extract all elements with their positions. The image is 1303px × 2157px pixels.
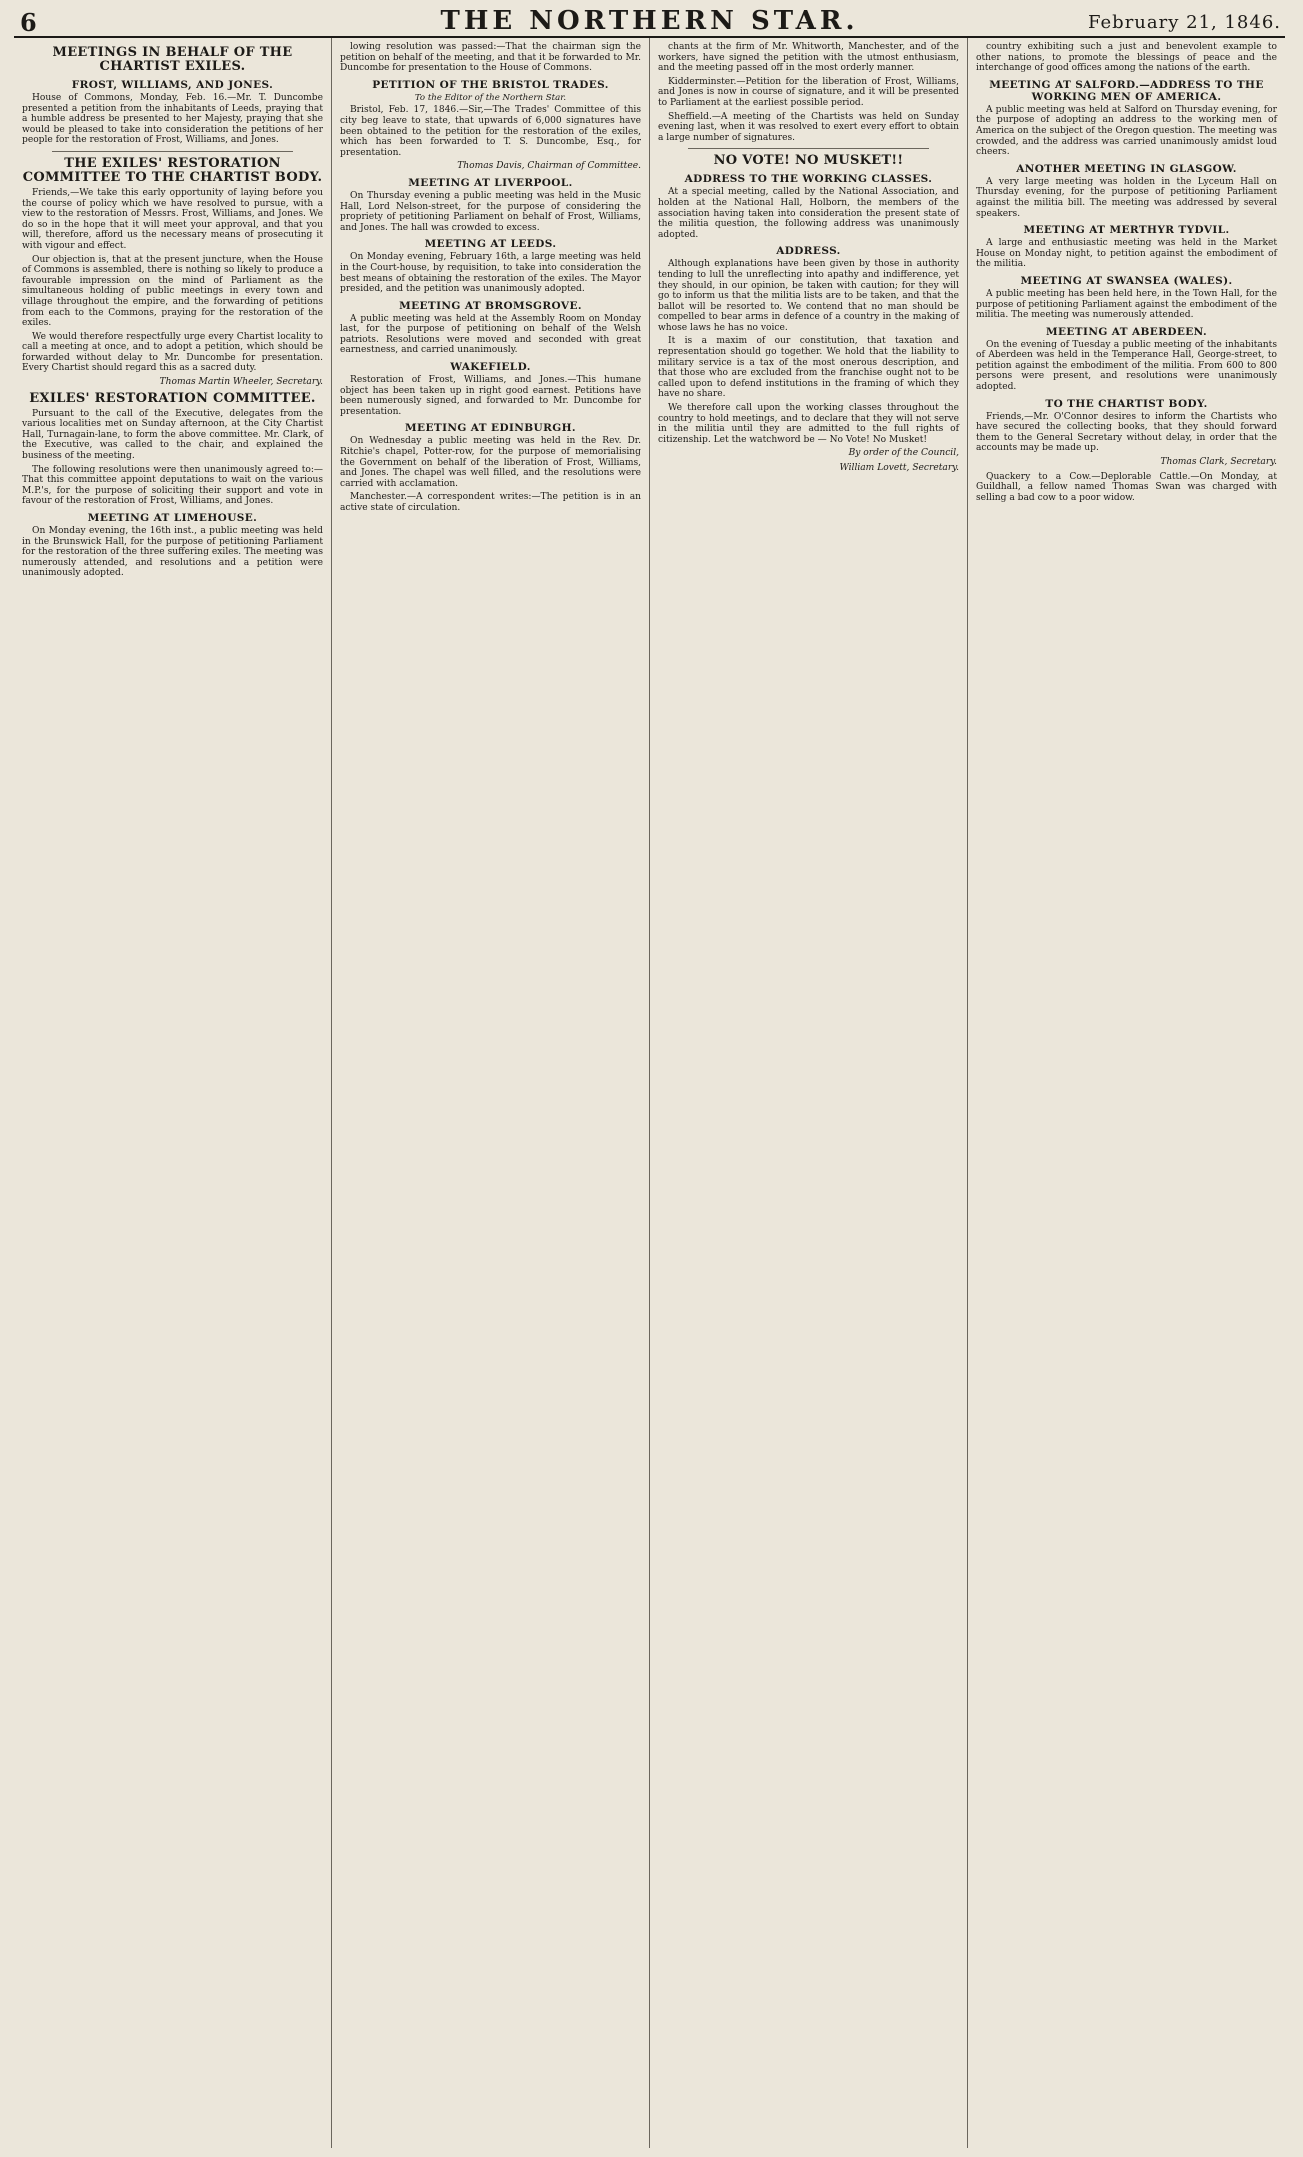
article-heading: MEETING AT LIMEHOUSE.: [87, 512, 258, 524]
article-paragraph: On Wednesday a public meeting was held in the Rev. Dr. Ritchie's chapel, Potter-row, for the purpose of memorialising the Government on behalf of the liberation of Frost, Williams, and Jones. The chapel was well filled, and the resolutions were carried with acclamation.: [340, 436, 641, 489]
article-paragraph: Bristol, Feb. 17, 1846.—Sir,—The Trades' Committee of this city beg leave to state, that upwards of 6,000 signatures have been obtained to the petition for the restoration of the exiles, which has been forwarded to T. S. Duncombe, Esq., for presentation.: [340, 105, 641, 158]
article-paragraph: Although explanations have been given by those in authority tending to lull the unreflecting into apathy and indifference, yet they should, in our opinion, be taken with caution; for they will go to inform us that the militia lists are to be taken, and that the ballot will be resorted to. We contend that no man should be compelled to bear arms in defence of a country in the making of whose laws he has no voice.: [658, 259, 959, 333]
article-heading: MEETING AT SWANSEA (WALES).: [1020, 274, 1233, 287]
article-paragraph: On Monday evening, the 16th inst., a public meeting was held in the Brunswick Hall, for the purpose of petitioning Parliament for the restoration of the three suffering exiles. The meeting was numerously attended, and resolutions and a petition were unanimously adopted.: [22, 526, 323, 579]
columns: [14, 38, 1285, 2148]
article-paragraph: chants at the firm of Mr. Whitworth, Manchester, and of the workers, have signed the petition with the utmost enthusiasm, and the meeting passed off in the most orderly manner.: [658, 42, 959, 74]
article-paragraph: Our objection is, that at the present juncture, when the House of Commons is assembled, there is nothing so likely to produce a favourable impression on the mind of Parliament as the simultaneous holding of public meetings in every town and village throughout the empire, and the forwarding of petitions from each to the Commons, praying for the restoration of the exiles.: [22, 254, 323, 329]
article-paragraph: At a special meeting, called by the National Association, and holden at the National Hall, Holborn, the members of the association having taken into consideration the present state of the militia question, the following address was unanimously adopted.: [658, 187, 959, 240]
article-paragraph: Quackery to a Cow.—Deplorable Cattle.—On Monday, at Guildhall, a fellow named Thomas Swan was charged with selling a bad cow to a poor widow.: [976, 471, 1277, 503]
article-paragraph: Manchester.—A correspondent writes:—The petition is in an active state of circulation.: [340, 492, 641, 513]
column-4: [968, 38, 1285, 2148]
article-paragraph: country exhibiting such a just and benevolent example to other nations, to promote the blessings of peace and the interchange of good offices among the nations of the earth.: [976, 42, 1277, 74]
article-paragraph: A public meeting has been held here, in the Town Hall, for the purpose of petitioning Parliament against the embodiment of the militia. The meeting was numerously attended.: [976, 288, 1277, 321]
article-paragraph: On Thursday evening a public meeting was held in the Music Hall, Lord Nelson-street, for the purpose of considering the propriety of petitioning Parliament on behalf of Frost, Williams, and Jones. The hall was crowded to excess.: [340, 190, 641, 233]
article-paragraph: On Monday evening, February 16th, a large meeting was held in the Court-house, by requisition, to take into consideration the best means of obtaining the restoration of the exiles. The Mayor presided, and the petition was unanimously adopted.: [340, 252, 641, 295]
article-heading: ANOTHER MEETING IN GLASGOW.: [1016, 162, 1237, 175]
article-heading: EXILES' RESTORATION COMMITTEE.: [29, 390, 316, 406]
article-heading: MEETING AT SALFORD.—ADDRESS TO THE WORKING MEN OF AMERICA.: [989, 78, 1264, 103]
article-paragraph: A public meeting was held at the Assembly Room on Monday last, for the purpose of petitioning on behalf of the Welsh patriots. Resolutions were moved and seconded with great earnestness, and carried unanimously.: [340, 313, 641, 356]
article-paragraph: Pursuant to the call of the Executive, delegates from the various localities met on Sunday afternoon, at the City Chartist Hall, Turnagain-lane, to form the above committee. Mr. Clark, of the Executive, was called to the chair, and explained the business of the meeting.: [22, 408, 323, 462]
column-2: [332, 38, 650, 2148]
divider: [52, 151, 293, 152]
article-heading: MEETING AT LEEDS.: [424, 238, 557, 251]
divider: [688, 148, 929, 149]
article-paragraph: Friends,—Mr. O'Connor desires to inform the Chartists who have secured the collecting books, that they should forward them to the General Secretary without delay, in order that the accounts may be made up.: [976, 411, 1277, 454]
article-heading: MEETING AT MERTHYR TYDVIL.: [1023, 224, 1230, 237]
column-1: [14, 38, 332, 2148]
article-paragraph: We would therefore respectfully urge every Chartist locality to call a meeting at once, and to adopt a petition, which should be forwarded without delay to Mr. Duncombe for presentation. Every Chartist should regard this as a sacred duty.: [22, 331, 323, 374]
article-heading: NO VOTE! NO MUSKET!!: [713, 153, 904, 169]
article-heading: TO THE CHARTIST BODY.: [1045, 397, 1208, 410]
page-number: 6: [20, 8, 37, 37]
signature: Thomas Davis, Chairman of Committee.: [457, 161, 641, 172]
article-heading: MEETINGS IN BEHALF OF THE CHARTIST EXILES.: [52, 45, 293, 74]
article-paragraph: Restoration of Frost, Williams, and Jones.—This humane object has been taken up in right good earnest. Petitions have been numerously signed, and forwarded to Mr. Duncombe for presentation.: [340, 375, 641, 417]
signature: Thomas Clark, Secretary.: [1160, 457, 1277, 468]
article-paragraph: Kidderminster.—Petition for the liberation of Frost, Williams, and Jones is now in course of signature, and it will be presented to Parliament at the earliest possible period.: [658, 76, 959, 108]
article-heading: MEETING AT LIVERPOOL.: [408, 176, 573, 189]
article-subheading: To the Editor of the Northern Star.: [414, 92, 567, 103]
article-paragraph: Sheffield.—A meeting of the Chartists was held on Sunday evening last, when it was resolved to exert every effort to obtain a large number of signatures.: [658, 111, 959, 143]
article-heading: WAKEFIELD.: [450, 361, 531, 374]
article-paragraph: On the evening of Tuesday a public meeting of the inhabitants of Aberdeen was held in the Temperance Hall, George-street, to petition against the embodiment of the militia. From 600 to 800 persons were present, and resolutions were unanimously adopted.: [976, 339, 1277, 393]
article-heading: MEETING AT BROMSGROVE.: [399, 299, 582, 312]
article-heading: MEETING AT ABERDEEN.: [1045, 325, 1208, 338]
masthead: [14, 6, 1285, 38]
article-paragraph: A very large meeting was holden in the Lyceum Hall on Thursday evening, for the purpose of petitioning Parliament against the militia bill. The meeting was addressed by several speakers.: [976, 176, 1277, 219]
signature: Thomas Martin Wheeler, Secretary.: [159, 377, 323, 388]
column-3: [650, 38, 968, 2148]
article-heading: MEETING AT EDINBURGH.: [405, 422, 576, 435]
article-paragraph: A large and enthusiastic meeting was held in the Market House on Monday night, to petition against the embodiment of the militia.: [976, 238, 1277, 270]
article-paragraph: We therefore call upon the working classes throughout the country to hold meetings, and to declare that they will not serve in the militia until they are admitted to the full rights of citizenship. Let the watchword be — No Vote! No Musket!: [658, 403, 959, 445]
article-subheading: ADDRESS TO THE WORKING CLASSES.: [684, 173, 933, 186]
article-heading: PETITION OF THE BRISTOL TRADES.: [372, 78, 609, 91]
article-paragraph: House of Commons, Monday, Feb. 16.—Mr. T. Duncombe presented a petition from the inhabitants of Leeds, praying that a humble address be presented to her Majesty, praying that she would be pleased to take into consideration the petitions of her people for the restoration of Frost, Williams, and Jones.: [22, 93, 323, 146]
article-paragraph: It is a maxim of our constitution, that taxation and representation should go together. We hold that the liability to military service is a tax of the most onerous description, and that those who are excluded from the franchise ought not to be called upon to defend institutions in the framing of which they have no share.: [658, 336, 959, 400]
article-heading: THE EXILES' RESTORATION COMMITTEE TO THE CHARTIST BODY.: [22, 155, 323, 185]
signature: By order of the Council,: [848, 448, 959, 459]
article-paragraph: lowing resolution was passed:—That the chairman sign the petition on behalf of the meeting, and that it be forwarded to Mr. Duncombe for presentation to the House of Commons.: [340, 42, 641, 74]
article-paragraph: Friends,—We take this early opportunity of laying before you the course of policy which we have resolved to pursue, with a view to the restoration of Messrs. Frost, Williams, and Jones. We do so in the hope that it will meet your approval, and that you will, therefore, afford us the necessary means of prosecuting it with vigour and effect.: [22, 187, 323, 251]
article-subheading: ADDRESS.: [776, 245, 841, 258]
article-subheading: FROST, WILLIAMS, AND JONES.: [71, 79, 274, 91]
signature: William Lovett, Secretary.: [839, 463, 959, 473]
article-paragraph: A public meeting was held at Salford on Thursday evening, for the purpose of adopting an address to the working men of America on the subject of the Oregon question. The meeting was crowded, and the address was carried unanimously amidst loud cheers.: [976, 104, 1277, 158]
newspaper-title: THE NORTHERN STAR.: [440, 6, 859, 36]
article-paragraph: The following resolutions were then unanimously agreed to:—That this committee appoint deputations to wait on the various M.P.'s, for the purpose of soliciting their support and vote in favour of the restoration of Frost, Williams, and Jones.: [22, 464, 323, 507]
issue-date: February 21, 1846.: [1088, 12, 1281, 33]
